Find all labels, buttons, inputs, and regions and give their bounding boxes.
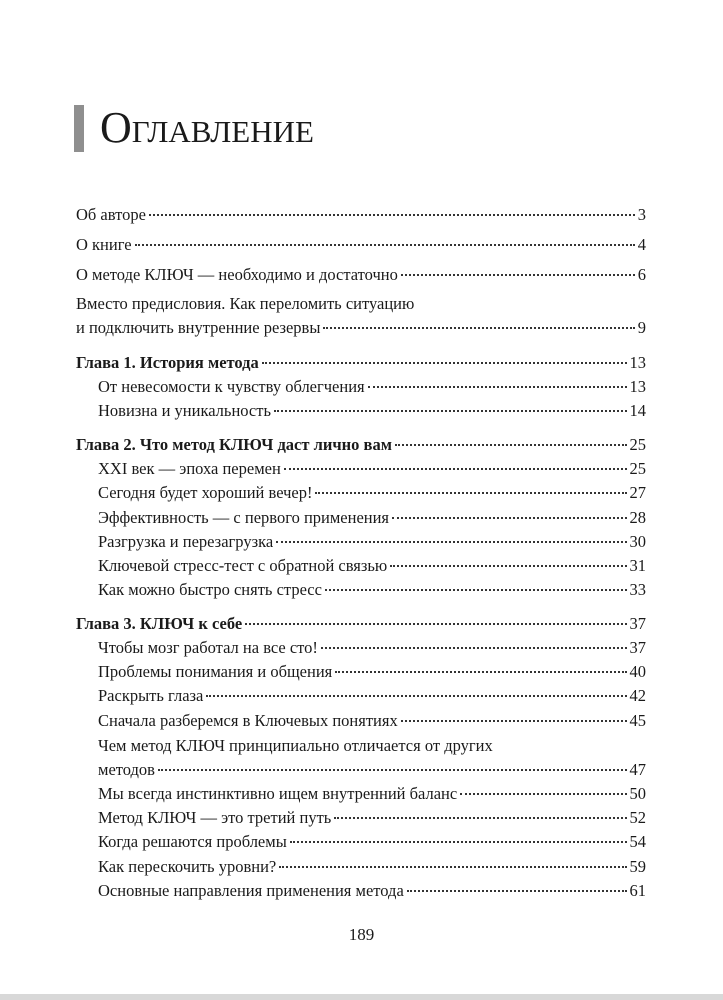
page-edge (0, 994, 723, 1000)
toc-entry (98, 758, 646, 782)
dot-leader (315, 492, 626, 494)
toc-entry (98, 506, 646, 530)
toc-entry-label: Ключевой стресс-тест с обратной связью (98, 556, 388, 575)
toc-entry-label: Новизна и уникальность (98, 401, 271, 420)
toc-entry-page: 14 (629, 401, 646, 420)
toc-entry-page: 45 (629, 711, 646, 730)
toc-entry-label: Как можно быстро снять стресс (98, 580, 322, 599)
dot-leader (323, 327, 634, 329)
toc-entry-page: 40 (629, 662, 646, 681)
toc-entry-page: 37 (629, 638, 646, 657)
toc-entry-label: Сначала разберемся в Ключевых понятиях (98, 711, 398, 730)
toc-entry-label: Глава 3. КЛЮЧ к себе (76, 614, 243, 633)
dot-leader (245, 623, 626, 625)
toc-entry-label: Чтобы мозг работал на все сто! (98, 638, 318, 657)
toc-entry-label: Как перескочить уровни? (98, 857, 277, 876)
dot-leader (206, 695, 626, 697)
toc-entry-label: методов (98, 760, 155, 779)
dot-leader (149, 214, 635, 216)
toc-entry (98, 855, 646, 879)
toc-chapter-3 (76, 612, 646, 636)
dot-leader (407, 890, 627, 892)
toc-entry-label: Глава 2. Что метод КЛЮЧ даст лично вам (76, 435, 392, 454)
dot-leader (392, 517, 626, 519)
dot-leader (262, 362, 627, 364)
toc-entry (98, 375, 646, 399)
page-title: Оглавление (100, 103, 314, 152)
toc-entry (98, 782, 646, 806)
heading-bar (74, 105, 84, 152)
dot-leader (335, 671, 626, 673)
toc-entry-preface-line1: Вместо предисловия. Как переломить ситуацию (76, 294, 415, 313)
dot-leader (368, 386, 627, 388)
toc-entry-page: 42 (629, 686, 646, 705)
toc-entry-page: 30 (629, 532, 646, 551)
toc-entry-preface (76, 316, 646, 340)
toc-entry-page: 47 (629, 760, 646, 779)
toc-entry (98, 554, 646, 578)
toc-entry-page: 27 (629, 483, 646, 502)
toc-entry-label: Глава 1. История метода (76, 353, 259, 372)
toc-entry-label: Разгрузка и перезагрузка (98, 532, 274, 551)
toc-entry-label: Проблемы понимания и общения (98, 662, 333, 681)
dot-leader (135, 244, 635, 246)
toc-entry-page: 25 (629, 459, 646, 478)
dot-leader (284, 468, 627, 470)
toc-entry-label: О книге (76, 235, 132, 254)
toc-entry-page: 9 (637, 318, 646, 337)
toc-entry-about-book (76, 233, 646, 257)
toc-entry-page: 50 (629, 784, 646, 803)
dot-leader (395, 444, 627, 446)
toc-entry-label: О методе КЛЮЧ — необходимо и достаточно (76, 265, 398, 284)
toc-entry-page: 28 (629, 508, 646, 527)
toc-entry-page: 54 (629, 832, 646, 851)
toc-entry-page: 61 (629, 881, 646, 900)
toc-entry-label: Метод КЛЮЧ — это третий путь (98, 808, 332, 827)
toc-entry-label: и подключить внутренние резервы (76, 318, 321, 337)
toc-entry (98, 481, 646, 505)
toc-entry-page: 33 (629, 580, 646, 599)
toc-entry (98, 578, 646, 602)
toc-entry-label: Эффективность — с первого применения (98, 508, 390, 527)
dot-leader (460, 793, 626, 795)
dot-leader (401, 274, 635, 276)
toc-chapter-1 (76, 351, 646, 375)
toc-entry-page: 25 (629, 435, 646, 454)
dot-leader (390, 565, 626, 567)
toc-entry-page: 6 (637, 265, 646, 284)
toc-entry-about-author (76, 203, 646, 227)
toc-entry-page: 13 (629, 377, 646, 396)
toc-entry-page: 4 (637, 235, 646, 254)
dot-leader (276, 541, 626, 543)
toc-entry (98, 530, 646, 554)
toc-entry-page: 31 (629, 556, 646, 575)
toc-entry-page: 37 (629, 614, 646, 633)
toc-entry-page: 59 (629, 857, 646, 876)
toc-entry (98, 709, 646, 733)
toc-entry-label: Основные направления применения метода (98, 881, 404, 900)
toc-entry (98, 636, 646, 660)
toc-entry (98, 660, 646, 684)
toc-chapter-2 (76, 433, 646, 457)
toc-entry-label: Мы всегда инстинктивно ищем внутренний баланс (98, 784, 458, 803)
toc-entry-label: Сегодня будет хороший вечер! (98, 483, 313, 502)
dot-leader (279, 866, 626, 868)
toc-entry-line1: Чем метод КЛЮЧ принципиально отличается от других (98, 736, 493, 755)
page-number: 189 (348, 925, 375, 944)
toc-entry-label: От невесомости к чувству облегчения (98, 377, 365, 396)
dot-leader (158, 769, 627, 771)
dot-leader (401, 720, 627, 722)
dot-leader (325, 589, 627, 591)
dot-leader (274, 410, 627, 412)
heading (74, 103, 314, 153)
dot-leader (334, 817, 626, 819)
dot-leader (290, 841, 627, 843)
toc-entry (98, 457, 646, 481)
toc-entry-page: 52 (629, 808, 646, 827)
toc-entry (98, 399, 646, 423)
toc-entry-about-method (76, 263, 646, 287)
toc-entry-page: 3 (637, 205, 646, 224)
dot-leader (321, 647, 627, 649)
toc-entry-label: Об авторе (76, 205, 146, 224)
toc-entry (98, 879, 646, 903)
toc-entry-label: Когда решаются проблемы (98, 832, 287, 851)
toc-entry (98, 830, 646, 854)
toc-entry (98, 806, 646, 830)
toc-entry-page: 13 (629, 353, 646, 372)
toc-entry (98, 684, 646, 708)
toc-entry-label: Раскрыть глаза (98, 686, 204, 705)
toc-entry-label: XXI век — эпоха перемен (98, 459, 281, 478)
